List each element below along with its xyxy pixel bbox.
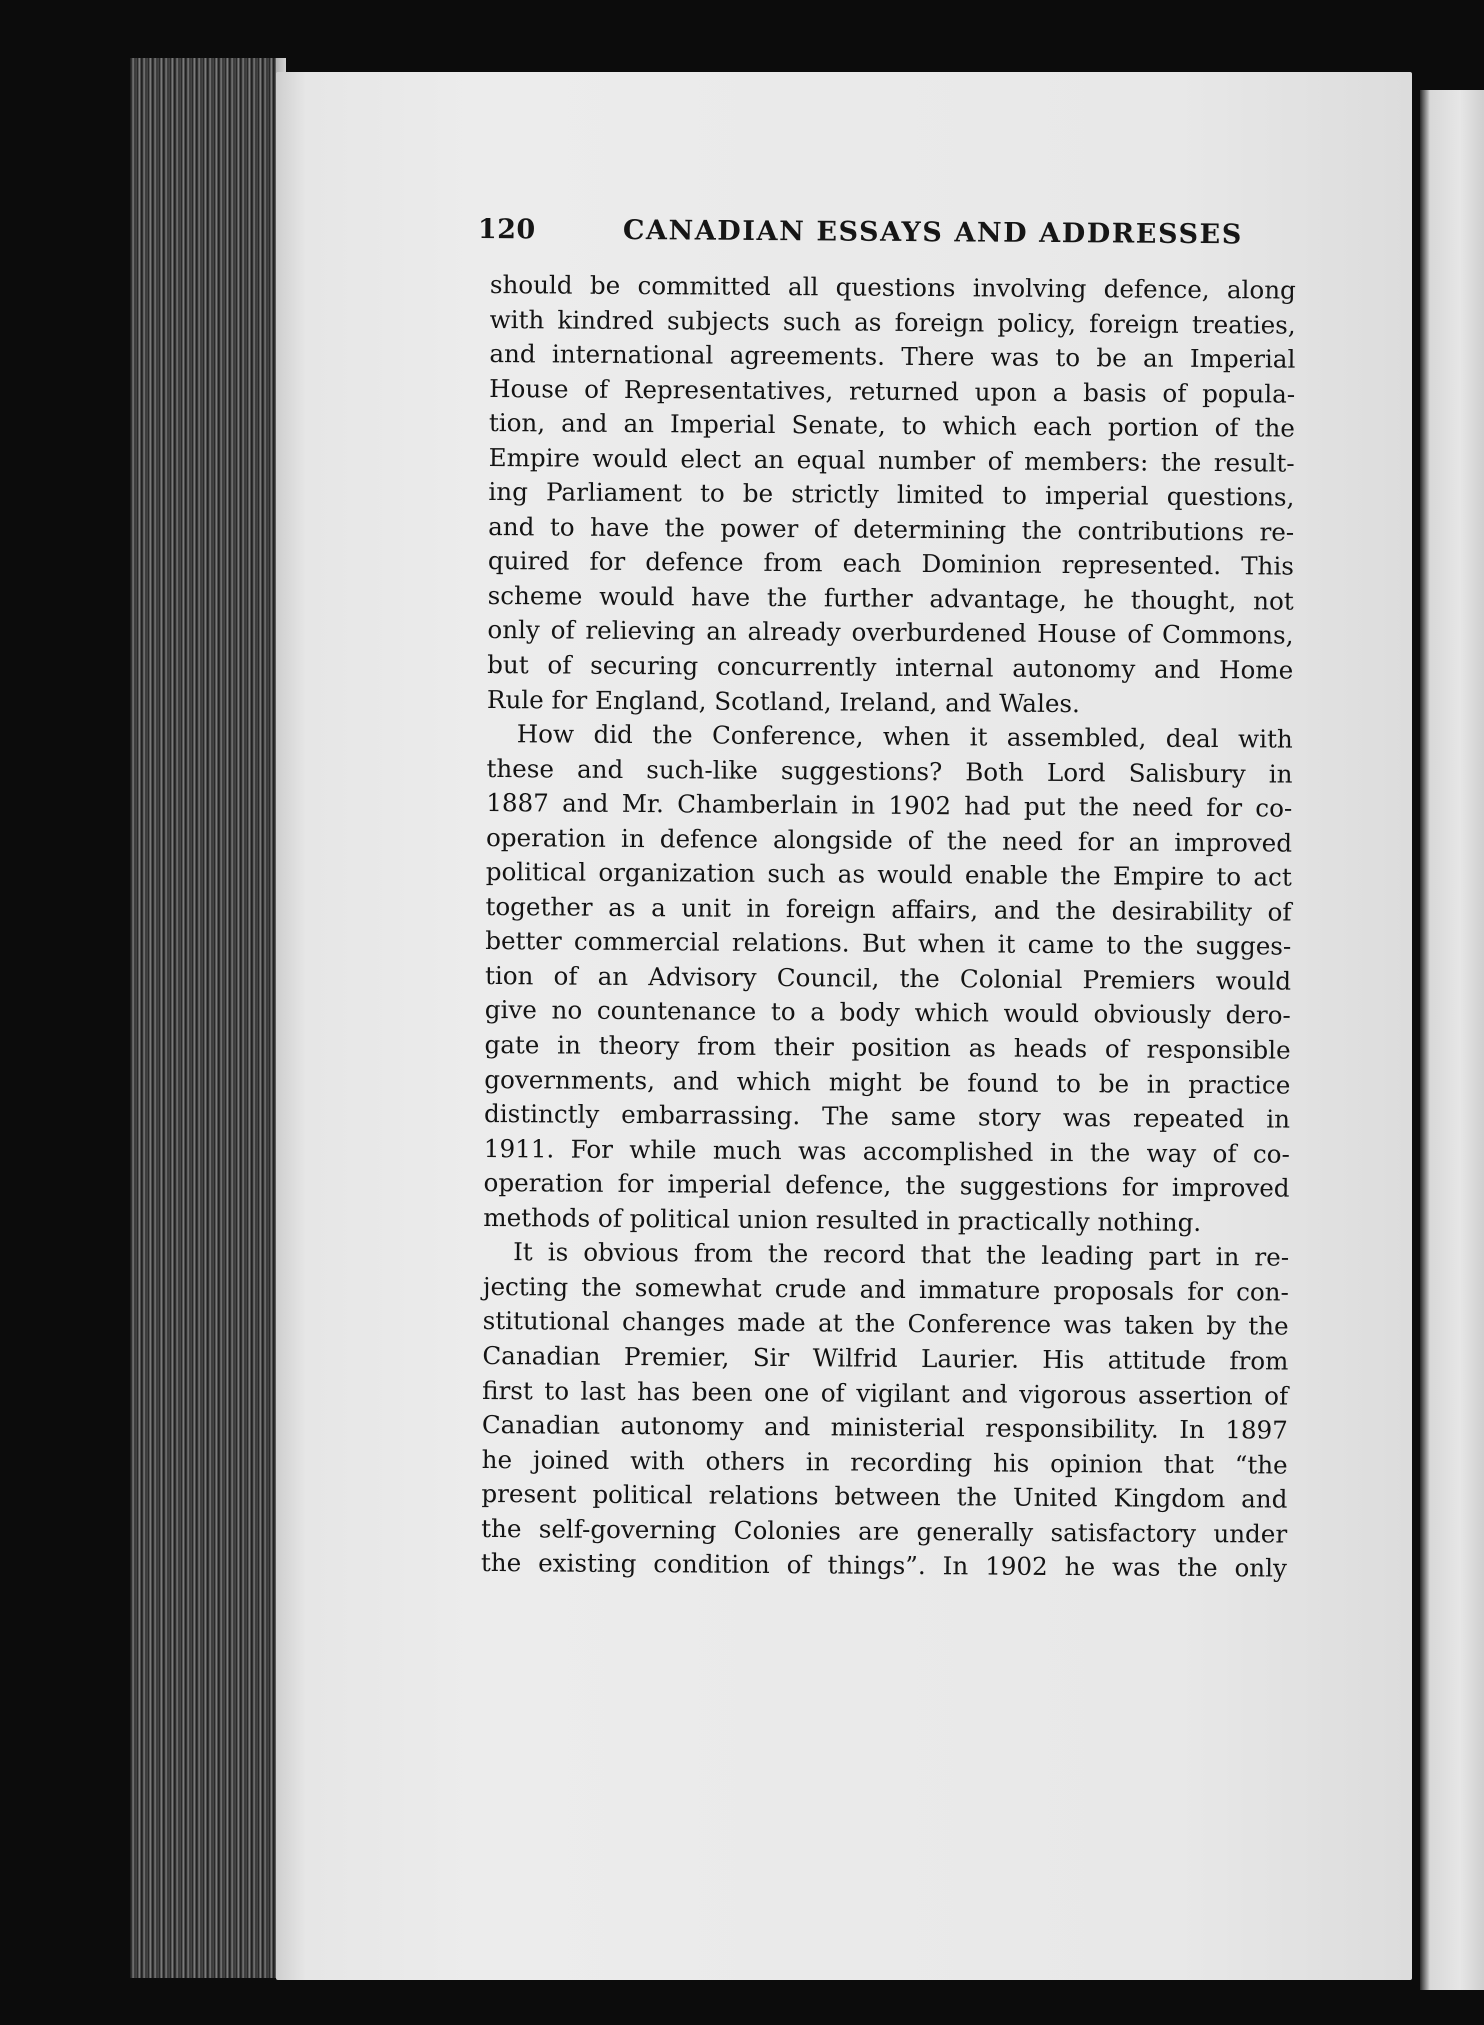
text-line: present political relations between the United Kingdom and — [481, 1479, 1288, 1514]
text-line: should be committed all questions involving defence, along — [489, 269, 1296, 305]
text-line: jecting the somewhat crude and immature proposals for con- — [482, 1271, 1289, 1307]
text-line: operation for imperial defence, the suggestions for improved — [483, 1168, 1290, 1203]
page-number: 120 — [477, 214, 536, 246]
text-line: ing Parliament to be strictly limited to imperial questions, — [488, 477, 1295, 512]
text-line: quired for defence from each Dominion represented. This — [487, 546, 1295, 581]
text-line: It is obvious from the record that the leading part in re- — [513, 1237, 1290, 1272]
text-line: give no countenance to a body which would obviously dero- — [484, 995, 1291, 1031]
text-line: first to last has been one of vigilant and vigorous assertion of — [482, 1375, 1289, 1411]
text-line: but of securing concurrently internal autonomy and Home — [487, 650, 1294, 685]
running-title: CANADIAN ESSAYS AND ADDRESSES — [622, 215, 1244, 251]
text-line: How did the Conference, when it assembled, deal with — [516, 719, 1293, 754]
text-line: gate in theory from their position as heads of responsible — [484, 1030, 1291, 1065]
text-line: he joined with others in recording his opinion that “the — [481, 1444, 1288, 1480]
paragraph-2 — [483, 717, 1293, 1241]
text-line: and to have the power of determining the contributions re- — [488, 511, 1295, 547]
paragraph-1 — [487, 268, 1296, 723]
text-line: stitutional changes made at the Conference was taken by the — [482, 1306, 1289, 1342]
text-line: House of Representatives, returned upon a basis of popula- — [489, 373, 1296, 409]
text-line: governments, and which might be found to be in practice — [484, 1064, 1291, 1100]
text-line: scheme would have the further advantage, he thought, not — [487, 580, 1294, 616]
text-line: together as a unit in foreign affairs, and the desirability of — [485, 891, 1292, 927]
body-text — [481, 268, 1296, 1586]
text-line: 1887 and Mr. Chamberlain in 1902 had put the need for co- — [486, 788, 1293, 823]
text-line: the existing condition of things”. In 1902 he was the only — [480, 1548, 1288, 1583]
text-line: tion, and an Imperial Senate, to which each portion of the — [488, 408, 1296, 443]
text-line: the self-governing Colonies are generally satisfactory under — [481, 1513, 1288, 1549]
text-line: with kindred subjects such as foreign policy, foreign treaties, — [489, 304, 1296, 340]
text-line: these and such-like suggestions? Both Lord Salisbury in — [486, 753, 1293, 789]
text-line: political organization such as would enable the Empire to act — [485, 857, 1292, 892]
text-line: Canadian Premier, Sir Wilfrid Laurier. His attitude from — [482, 1340, 1289, 1376]
text-line: Empire would elect an equal number of members: the result- — [488, 442, 1295, 478]
text-line: 1911. For while much was accomplished in the way of co- — [483, 1133, 1290, 1169]
paragraph-3 — [481, 1235, 1289, 1586]
text-line: only of relieving an already overburdened House of Commons, — [487, 615, 1294, 651]
text-line: methods of political union resulted in practically nothing. — [483, 1202, 1202, 1237]
page-stack-edges — [130, 58, 280, 1978]
text-line: operation in defence alongside of the need for an improved — [485, 822, 1293, 858]
running-head — [478, 214, 1338, 264]
facing-page-edge — [1420, 90, 1484, 1990]
text-line: and international agreements. There was to be an Imperial — [489, 339, 1296, 374]
text-line: Canadian autonomy and ministerial responsibility. In 1897 — [481, 1410, 1289, 1445]
text-line: Rule for England, Scotland, Ireland, and Wales. — [486, 684, 1080, 718]
text-line: distinctly embarrassing. The same story was repeated in — [483, 1099, 1291, 1134]
text-line: tion of an Advisory Council, the Colonial Premiers would — [484, 960, 1292, 996]
text-line: better commercial relations. But when it came to the sugges- — [485, 926, 1292, 962]
